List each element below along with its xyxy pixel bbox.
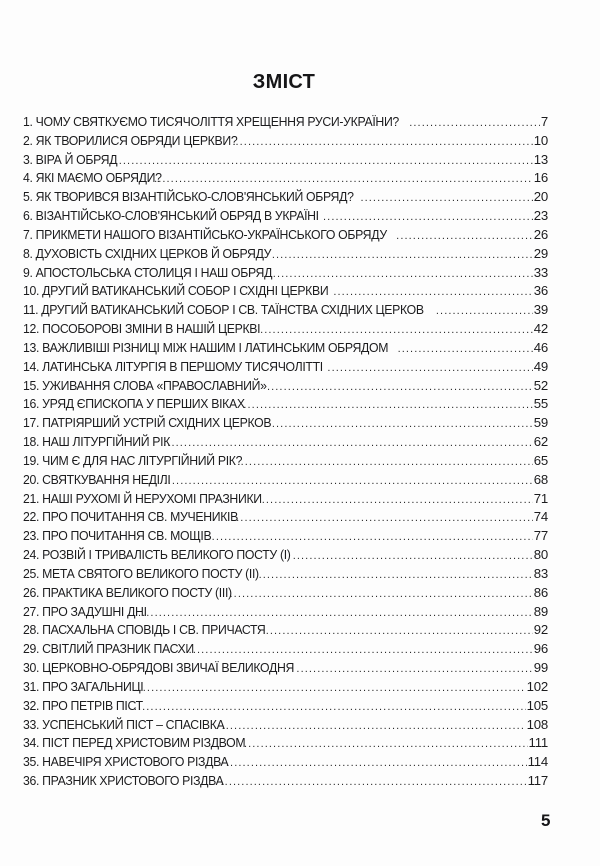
toc-entry-page: 117	[527, 772, 548, 788]
dot-leader	[272, 246, 533, 265]
dot-leader	[134, 698, 526, 717]
page-number: 5	[541, 811, 551, 830]
toc-entry-title: 12. ПОСОБОРОВІ ЗМІНИ В НАШІЙ ЦЕРКВІ	[23, 321, 261, 337]
dot-leader	[241, 453, 533, 472]
dot-leader	[259, 566, 533, 585]
toc-entry	[23, 395, 548, 414]
dot-leader	[106, 152, 532, 171]
toc-entry-page: 7	[540, 114, 548, 129]
toc-entry	[23, 753, 548, 772]
toc-entry	[23, 603, 548, 622]
toc-entry-page: 92	[533, 622, 548, 638]
toc-entry-title: 35. НАВЕЧІРЯ ХРИСТОВОГО РІЗДВА	[23, 754, 229, 770]
toc-entry	[23, 301, 548, 320]
toc-entry-title: 25. МЕТА СВЯТОГО ВЕЛИКОГО ПОСТУ (ІІ)	[23, 565, 259, 581]
toc-entry-title: 3. ВІРА Й ОБРЯД	[23, 151, 118, 167]
dot-leader	[164, 472, 533, 491]
toc-entry	[23, 546, 548, 565]
dot-leader	[360, 189, 532, 208]
toc-entry-page: 114	[527, 754, 548, 770]
toc-entry-page: 33	[533, 264, 548, 280]
toc-entry-page: 20	[533, 189, 548, 205]
toc-entry-title: 13. ВАЖЛИВІШІ РІЗНИЦІ МІЖ НАШИМ І ЛАТИНСЬКИМ ОБРЯДОМ	[23, 339, 389, 355]
dot-leader	[409, 114, 540, 133]
toc-entry-title: 15. УЖИВАННЯ СЛОВА «ПРАВОСЛАВНИЙ»	[23, 377, 267, 393]
toc-entry-title: 6. ВІЗАНТІЙСЬКО-СЛОВ'ЯНСЬКИЙ ОБРЯД В УКРАЇНІ	[23, 208, 319, 224]
dot-leader	[333, 283, 532, 302]
toc-entry	[23, 584, 548, 603]
dot-leader	[208, 528, 533, 547]
toc-entry-title: 28. ПАСХАЛЬНА СПОВІДЬ І СВ. ПРИЧАСТЯ	[23, 622, 266, 638]
dot-leader	[138, 604, 533, 623]
toc-entry-page: 29	[533, 245, 548, 261]
toc-entry	[23, 452, 548, 471]
dot-leader	[222, 717, 526, 736]
toc-entry	[23, 264, 548, 283]
toc-entry-title: 30. ЦЕРКОВНО-ОБРЯДОВІ ЗВИЧАЇ ВЕЛИКОДНЯ	[23, 660, 295, 676]
dot-leader	[189, 641, 533, 660]
toc-entry-title: 18. НАШ ЛІТУРГІЙНИЙ РІК	[23, 434, 171, 450]
toc-entry	[23, 132, 548, 151]
toc-entry	[23, 339, 548, 358]
toc-entry-title: 16. УРЯД ЄПИСКОПА У ПЕРШИХ ВІКАХ	[23, 396, 245, 412]
toc-entry	[23, 151, 548, 170]
dot-leader	[243, 396, 532, 415]
dot-leader	[293, 547, 533, 566]
toc-entry	[23, 377, 548, 396]
toc-entry-page: 96	[533, 641, 548, 657]
toc-entry-page: 36	[533, 283, 548, 299]
toc-entry	[23, 640, 548, 659]
toc-entry-page: 111	[528, 735, 548, 751]
toc-entry	[23, 678, 548, 697]
toc-entry	[23, 734, 548, 753]
dot-leader	[226, 754, 527, 773]
dot-leader	[266, 622, 533, 641]
toc-entry	[23, 716, 548, 735]
toc-entry	[23, 245, 548, 264]
toc-entry-title: 22. ПРО ПОЧИТАННЯ СВ. МУЧЕНИКІВ	[23, 509, 238, 525]
toc-entry	[23, 433, 548, 452]
dot-leader	[273, 265, 533, 284]
toc-entry	[23, 659, 548, 678]
toc-entry	[23, 169, 548, 188]
toc-entry-title: 36. ПРАЗНИК ХРИСТОВОГО РІЗДВА	[23, 772, 224, 788]
toc-entry-page: 80	[533, 547, 548, 563]
toc-entry-page: 59	[533, 415, 548, 431]
toc-entry-page: 55	[533, 396, 548, 412]
dot-leader	[154, 170, 533, 189]
dot-leader	[327, 359, 532, 378]
dot-leader	[396, 227, 533, 246]
dot-leader	[235, 133, 532, 152]
toc-entry-page: 71	[533, 490, 548, 506]
toc-entry-page: 49	[533, 358, 548, 374]
toc-entry	[23, 490, 548, 509]
toc-entry-title: 19. ЧИМ Є ДЛЯ НАС ЛІТУРГІЙНИЙ РІК?	[23, 452, 243, 468]
toc-entry	[23, 113, 548, 132]
toc-entry-title: 17. ПАТРІЯРШИЙ УСТРІЙ СХІДНИХ ЦЕРКОВ	[23, 415, 272, 431]
toc-entry-title: 4. ЯКІ МАЄМО ОБРЯДИ?	[23, 170, 162, 186]
toc-entry-page: 83	[533, 565, 548, 581]
dot-leader	[436, 302, 533, 321]
toc-entry-title: 5. ЯК ТВОРИВСЯ ВІЗАНТІЙСЬКО-СЛОВ'ЯНСЬКИЙ ОБРЯД?	[23, 189, 354, 205]
toc-entry-title: 11. ДРУГИЙ ВАТИКАНСЬКИЙ СОБОР І СВ. ТАЇНСТВА СХІДНИХ ЦЕРКОВ	[23, 302, 424, 318]
toc-entry	[23, 508, 548, 527]
toc-entry-title: 14. ЛАТИНСЬКА ЛІТУРГІЯ В ПЕРШОМУ ТИСЯЧОЛІТТІ	[23, 358, 323, 374]
toc-entry-title: 21. НАШІ РУХОМІ Й НЕРУХОМІ ПРАЗНИКИ	[23, 490, 262, 506]
toc-entry-page: 102	[526, 678, 548, 694]
dot-leader	[260, 321, 533, 340]
toc-entry-title: 2. ЯК ТВОРИЛИСЯ ОБРЯДИ ЦЕРКВИ?	[23, 132, 238, 148]
toc-entry-page: 89	[533, 603, 548, 619]
table-of-contents	[23, 113, 548, 791]
toc-entry	[23, 414, 548, 433]
toc-entry-page: 99	[533, 660, 548, 676]
dot-leader	[230, 585, 533, 604]
toc-entry	[23, 188, 548, 207]
toc-entry-title: 20. СВЯТКУВАННЯ НЕДІЛІ	[23, 471, 171, 487]
toc-entry	[23, 226, 548, 245]
toc-entry-title: 24. РОЗВІЙ І ТРИВАЛІСТЬ ВЕЛИКОГО ПОСТУ (І)	[23, 547, 291, 563]
dot-leader	[267, 378, 533, 397]
toc-entry-page: 10	[533, 132, 548, 148]
toc-entry-page: 46	[533, 339, 548, 355]
toc-entry	[23, 527, 548, 546]
toc-entry	[23, 358, 548, 377]
toc-entry-page: 52	[533, 377, 548, 393]
toc-entry	[23, 621, 548, 640]
toc-entry-title: 7. ПРИКМЕТИ НАШОГО ВІЗАНТІЙСЬКО-УКРАЇНСЬКОГО ОБРЯДУ	[23, 226, 387, 242]
toc-entry	[23, 282, 548, 301]
toc-entry-page: 77	[533, 528, 548, 544]
dot-leader	[398, 340, 533, 359]
toc-entry-page: 62	[533, 434, 548, 450]
toc-entry-title: 23. ПРО ПОЧИТАННЯ СВ. МОЩІВ	[23, 528, 212, 544]
toc-entry-title: 1. ЧОМУ СВЯТКУЄМО ТИСЯЧОЛІТТЯ ХРЕЩЕННЯ РУСИ-УКРАЇНИ?	[23, 114, 399, 129]
toc-entry-title: 33. УСПЕНСЬКИЙ ПІСТ – СПАСІВКА	[23, 716, 225, 732]
dot-leader	[221, 773, 527, 792]
toc-entry	[23, 320, 548, 339]
dot-leader	[244, 735, 528, 754]
dot-leader	[262, 491, 533, 510]
toc-entry-title: 34. ПІСТ ПЕРЕД ХРИСТОВИМ РІЗДВОМ	[23, 735, 246, 751]
toc-entry-title: 8. ДУХОВІСТЬ СХІДНИХ ЦЕРКОВ Й ОБРЯДУ	[23, 245, 272, 261]
toc-entry-page: 42	[533, 321, 548, 337]
toc-entry-page: 86	[533, 584, 548, 600]
toc-entry-page: 65	[533, 452, 548, 468]
toc-entry-title: 31. ПРО ЗАГАЛЬНИЦІ	[23, 678, 144, 694]
toc-entry	[23, 565, 548, 584]
toc-entry-page: 39	[533, 302, 548, 318]
toc-entry-page: 26	[533, 226, 548, 242]
toc-entry-page: 23	[533, 208, 548, 224]
toc-entry-title: 29. СВІТЛИЙ ПРАЗНИК ПАСХИ	[23, 641, 194, 657]
toc-entry-title: 27. ПРО ЗАДУШНІ ДНІ	[23, 603, 147, 619]
dot-leader	[323, 208, 533, 227]
toc-entry	[23, 471, 548, 490]
toc-entry-title: 32. ПРО ПЕТРІВ ПІСТ	[23, 697, 143, 713]
toc-entry	[23, 697, 548, 716]
toc-entry	[23, 207, 548, 226]
toc-entry-title: 10. ДРУГИЙ ВАТИКАНСЬКИЙ СОБОР І СХІДНІ ЦЕРКВИ	[23, 283, 329, 299]
dot-leader	[163, 434, 533, 453]
toc-entry-page: 16	[533, 170, 548, 186]
toc-entry-title: 26. ПРАКТИКА ВЕЛИКОГО ПОСТУ (ІІІ)	[23, 584, 232, 600]
toc-entry	[23, 772, 548, 791]
toc-entry-page: 108	[526, 716, 548, 732]
dot-leader	[296, 660, 532, 679]
dot-leader	[134, 679, 525, 698]
page-title: ЗМІСТ	[252, 71, 316, 93]
toc-entry-page: 13	[533, 151, 548, 167]
toc-entry-page: 105	[526, 697, 548, 713]
dot-leader	[236, 509, 533, 528]
dot-leader	[272, 415, 533, 434]
toc-entry-page: 68	[533, 471, 548, 487]
toc-entry-page: 74	[533, 509, 548, 525]
toc-entry-title: 9. АПОСТОЛЬСЬКА СТОЛИЦЯ І НАШ ОБРЯД	[23, 264, 273, 280]
